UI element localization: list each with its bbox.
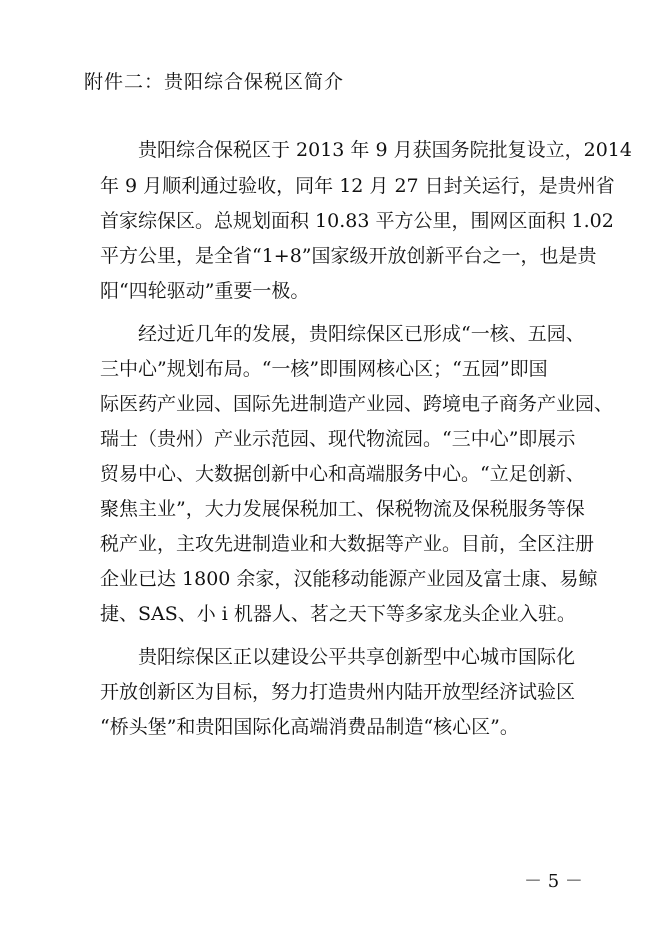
paragraph-1-line-1: 贵阳综合保税区于 2013 年 9 月获国务院批复设立，2014 — [138, 139, 632, 161]
page-title: 附件二：贵阳综合保税区简介 — [84, 71, 345, 93]
paragraph-1-line-3: 首家综保区。总规划面积 10.83 平方公里，围网区面积 1.02 — [100, 210, 614, 232]
paragraph-2-line-9: 捷、SAS、小 i 机器人、茗之天下等多家龙头企业入驻。 — [100, 603, 576, 625]
paragraph-2-line-2: 三中心”规划布局。“一核”即围网核心区；“五园”即国 — [100, 358, 548, 380]
paragraph-2-line-1: 经过近几年的发展，贵阳综保区已形成“一核、五园、 — [138, 323, 585, 345]
paragraph-2-line-7: 税产业，主攻先进制造业和大数据等产业。目前，全区注册 — [100, 533, 595, 555]
paragraph-1-line-4: 平方公里，是全省“1+8”国家级开放创新平台之一，也是贵 — [100, 245, 597, 267]
paragraph-2-line-8: 企业已达 1800 余家，汉能移动能源产业园及富士康、易鲸 — [100, 568, 598, 590]
page-number: － 5 － — [524, 871, 583, 892]
paragraph-2-line-6: 聚焦主业”，大力发展保税加工、保税物流及保税服务等保 — [100, 498, 585, 520]
paragraph-2-line-4: 瑞士（贵州）产业示范园、现代物流园。“三中心”即展示 — [100, 428, 576, 450]
paragraph-3-line-2: 开放创新区为目标，努力打造贵州内陆开放型经济试验区 — [100, 681, 576, 703]
paragraph-2-line-3: 际医药产业园、国际先进制造产业园、跨境电子商务产业园、 — [100, 393, 614, 415]
paragraph-3-line-3: “桥头堡”和贵阳国际化高端消费品制造“核心区”。 — [100, 716, 519, 738]
paragraph-1-line-5: 阳“四轮驱动”重要一极。 — [100, 280, 310, 302]
paragraph-3-line-1: 贵阳综保区正以建设公平共享创新型中心城市国际化 — [138, 646, 576, 668]
paragraph-1-line-2: 年 9 月顺利通过验收，同年 12 月 27 日封关运行，是贵州省 — [100, 175, 615, 197]
paragraph-2-line-5: 贸易中心、大数据创新中心和高端服务中心。“立足创新、 — [100, 463, 585, 485]
